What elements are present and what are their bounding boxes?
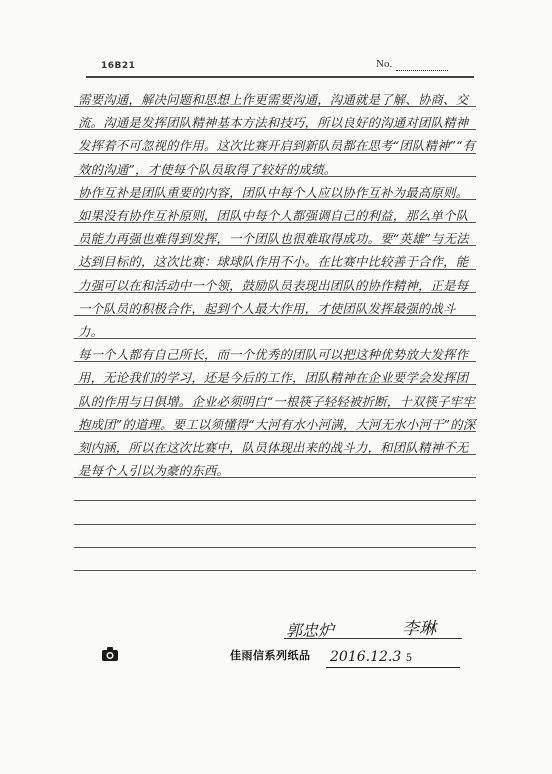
paper-code: 16B21: [101, 61, 136, 71]
signature-name-2: 李琳: [402, 619, 436, 639]
paragraph: 每一个人都有自己所长，而一个优秀的团队可以把这种优势放大发挥作用，无论我们的学习，还是今后的工作，团队精神在企业要学会发挥团队的作用与日俱增。企业必须明白“一根筷子轻轻被折断，十双筷子牢牢抱成团”的道理。要工以须懂得“大河有水小河满，大河无水小河干”的深刻内涵，所以在这次比赛中，队员体现出来的战斗力，和团队精神不无是每个人引以为豪的东西。: [78, 347, 476, 479]
camera-icon: [101, 645, 119, 663]
handwritten-body: [78, 88, 478, 482]
top-rule: [86, 76, 474, 78]
date-value: 2016.12.3: [330, 649, 402, 665]
date-text: [330, 649, 412, 665]
page-number: 5: [405, 653, 413, 664]
number-field: [396, 70, 448, 71]
ruled-line: [74, 501, 476, 524]
ruled-line: [74, 525, 476, 548]
number-label: No.: [376, 58, 393, 70]
signature-line: [284, 638, 462, 639]
date-line: [326, 667, 460, 668]
ruled-line: [74, 548, 476, 571]
paragraph: 协作互补是团队重要的内容，团队中每个人应以协作互补为最高原则。如果没有协作互补原则，团队中每个人都强调自己的利益，那么单个队员能力再强也难得到发挥，一个团队也很难取得成功。要“英雄”与无法达到目标的，这次比赛：球球队作用不小。在比赛中比较善于合作，能力强可以在和活动中一个领，鼓励队员表现出团队的协作精神，正是每一个队员的积极合作，起到个人最大作用，才使团队发挥最强的战斗力。: [78, 184, 469, 340]
signature-name-1: 郭忠炉: [286, 621, 335, 640]
paragraph: 需要沟通，解决问题和思想上作更需要沟通，沟通就是了解、协商、交流。沟通是发挥团队精神基本方法和技巧，所以良好的沟通对团队精神发挥着不可忽视的作用。这次比赛开启到新队员都在思考“团队精神”“有效的沟通”，才使每个队员取得了较好的成绩。: [78, 92, 476, 177]
brand-label: 佳雨信系列纸品: [230, 649, 311, 662]
